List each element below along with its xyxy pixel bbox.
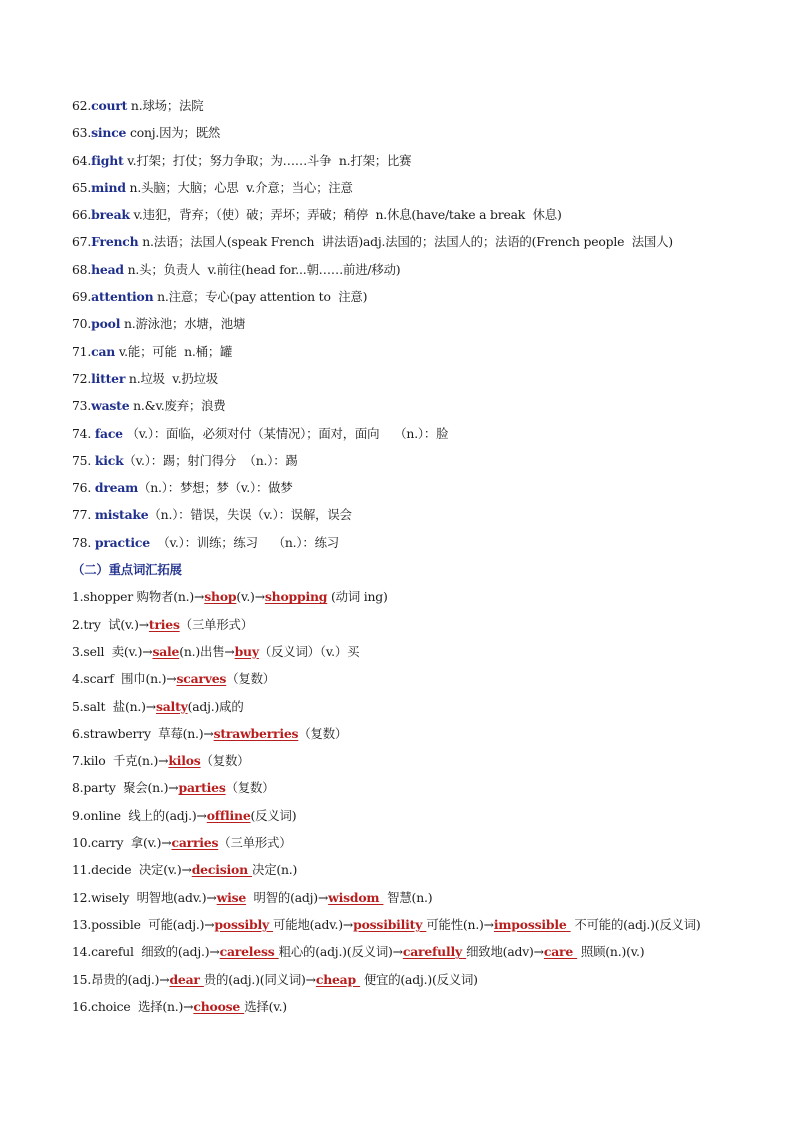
vocab-item bbox=[72, 365, 762, 392]
item-number: 76. bbox=[72, 480, 95, 496]
item-number: 70. bbox=[72, 316, 92, 332]
answer-word: possibility bbox=[353, 916, 427, 932]
answer-word: careless bbox=[219, 944, 279, 960]
vocab-item bbox=[72, 474, 762, 501]
headword: dream bbox=[94, 480, 139, 496]
answer-word: offline bbox=[206, 807, 251, 823]
headword: since bbox=[91, 125, 127, 141]
headword: litter bbox=[91, 370, 126, 386]
headword: kick bbox=[94, 452, 124, 468]
item-number: 65. bbox=[72, 179, 92, 195]
expansion-text: 13.possible 可能(adj.)→ bbox=[72, 916, 215, 932]
item-number: 68. bbox=[72, 261, 92, 277]
expansion-item bbox=[72, 774, 762, 801]
definition: （n.）：错误，失误（v.）：误解，误会 bbox=[148, 507, 352, 523]
expansion-text: （三单形式） bbox=[218, 835, 292, 851]
vocabulary-list bbox=[72, 92, 762, 556]
expansion-item bbox=[72, 747, 762, 774]
expansion-text: 4.scarf 围巾(n.)→ bbox=[72, 671, 177, 687]
item-number: 62. bbox=[72, 98, 92, 113]
item-number: 75. bbox=[72, 452, 95, 468]
item-number: 63. bbox=[72, 125, 92, 141]
expansion-text: 可能地(adv.)→ bbox=[273, 916, 354, 932]
expansion-text: 粗心的(adj.)(反义词)→ bbox=[278, 944, 403, 960]
definition: n.头脑；大脑；心思 v.介意；当心；注意 bbox=[125, 179, 353, 195]
vocab-item bbox=[72, 501, 762, 528]
headword: practice bbox=[94, 534, 150, 550]
expansion-text: 5.salt 盐(n.)→ bbox=[72, 698, 156, 714]
definition: （v.）：踢；射门得分 （n.）：踢 bbox=[123, 452, 298, 468]
headword: face bbox=[94, 425, 123, 441]
expansion-item bbox=[72, 856, 762, 883]
answer-word: tries bbox=[148, 616, 180, 632]
headword: court bbox=[91, 98, 128, 113]
vocab-item bbox=[72, 392, 762, 419]
answer-word: shopping bbox=[264, 589, 328, 605]
expansion-item bbox=[72, 911, 762, 938]
item-number: 72. bbox=[72, 370, 92, 386]
definition: （n.）：梦想；梦（v.）：做梦 bbox=[138, 480, 293, 496]
expansion-text: 可能性(n.)→ bbox=[426, 916, 494, 932]
item-number: 66. bbox=[72, 207, 92, 223]
item-number: 69. bbox=[72, 289, 92, 305]
answer-word: possibly bbox=[214, 916, 274, 932]
definition: v.打架；打仗；努力争取；为……斗争 n.打架；比赛 bbox=[123, 152, 412, 168]
expansion-text: 15.昂贵的(adj.)→ bbox=[72, 971, 170, 987]
expansion-text: 11.decide 决定(v.)→ bbox=[72, 862, 192, 878]
expansion-list bbox=[72, 583, 762, 1020]
expansion-text: 14.careful 细致的(adj.)→ bbox=[72, 944, 220, 960]
expansion-text: 7.kilo 千克(n.)→ bbox=[72, 753, 169, 769]
headword: waste bbox=[91, 398, 130, 414]
expansion-text: 贵的(adj.)(同义词)→ bbox=[203, 971, 316, 987]
expansion-text: 8.party 聚会(n.)→ bbox=[72, 780, 179, 796]
answer-word: impossible bbox=[493, 916, 571, 932]
definition: n.球场；法院 bbox=[127, 98, 204, 113]
vocab-item bbox=[72, 420, 762, 447]
headword: pool bbox=[91, 316, 121, 332]
item-number: 67. bbox=[72, 234, 92, 250]
headword: head bbox=[91, 261, 124, 277]
answer-word: parties bbox=[178, 780, 226, 796]
headword: mind bbox=[91, 179, 126, 195]
answer-word: scarves bbox=[176, 671, 227, 687]
expansion-text: (反义词) bbox=[250, 807, 297, 823]
definition: v.能；可能 n.桶；罐 bbox=[115, 343, 233, 359]
expansion-text: 明智的(adj)→ bbox=[246, 889, 329, 905]
answer-word: buy bbox=[234, 643, 259, 659]
answer-word: choose bbox=[193, 998, 245, 1014]
expansion-text: 16.choice 选择(n.)→ bbox=[72, 998, 194, 1014]
expansion-item bbox=[72, 938, 762, 965]
answer-word: wisdom bbox=[328, 889, 384, 905]
expansion-text: (n.)出售→ bbox=[179, 643, 235, 659]
item-number: 74. bbox=[72, 425, 95, 441]
headword: French bbox=[91, 234, 139, 250]
item-number: 71. bbox=[72, 343, 92, 359]
item-number: 73. bbox=[72, 398, 92, 414]
expansion-text: (v.)→ bbox=[236, 589, 265, 605]
vocab-item bbox=[72, 119, 762, 146]
expansion-item bbox=[72, 720, 762, 747]
headword: break bbox=[91, 207, 130, 223]
headword: attention bbox=[91, 289, 154, 305]
answer-word: decision bbox=[191, 862, 252, 878]
answer-word: wise bbox=[216, 889, 247, 905]
expansion-item bbox=[72, 638, 762, 665]
section-heading: （二）重点词汇拓展 bbox=[72, 562, 182, 578]
vocab-item bbox=[72, 283, 762, 310]
vocab-item bbox=[72, 228, 762, 255]
expansion-item bbox=[72, 802, 762, 829]
expansion-text: 6.strawberry 草莓(n.)→ bbox=[72, 725, 214, 741]
headword: can bbox=[91, 343, 116, 359]
expansion-item bbox=[72, 611, 762, 638]
expansion-text: 便宜的(adj.)(反义词) bbox=[360, 971, 478, 987]
headword: mistake bbox=[94, 507, 149, 523]
expansion-text: （复数） bbox=[226, 671, 275, 687]
item-number: 78. bbox=[72, 534, 95, 550]
expansion-item bbox=[72, 583, 762, 610]
answer-word: carries bbox=[171, 835, 219, 851]
expansion-text: 不可能的(adj.)(反义词) bbox=[570, 916, 701, 932]
vocab-item bbox=[72, 529, 762, 556]
item-number: 64. bbox=[72, 152, 92, 168]
expansion-text: 12.wisely 明智地(adv.)→ bbox=[72, 889, 217, 905]
answer-word: sale bbox=[152, 643, 180, 659]
expansion-item bbox=[72, 993, 762, 1020]
vocab-item bbox=[72, 310, 762, 337]
expansion-text: (动词 ing) bbox=[327, 589, 388, 605]
definition: n.游泳池；水塘，池塘 bbox=[120, 316, 246, 332]
expansion-text: 照顾(n.)(v.) bbox=[577, 944, 645, 960]
answer-word: carefully bbox=[402, 944, 467, 960]
expansion-item bbox=[72, 665, 762, 692]
definition: conj.因为；既然 bbox=[126, 125, 221, 141]
expansion-text: 细致地(adv)→ bbox=[466, 944, 544, 960]
expansion-item bbox=[72, 829, 762, 856]
expansion-text: 2.try 试(v.)→ bbox=[72, 616, 149, 632]
vocab-item bbox=[72, 147, 762, 174]
expansion-item bbox=[72, 693, 762, 720]
definition: v.违犯，背弃；（使）破；弄坏；弄破；稍停 n.休息(have/take a break 休息) bbox=[129, 207, 562, 223]
definition: n.垃圾 v.扔垃圾 bbox=[125, 370, 218, 386]
expansion-text: 9.online 线上的(adj.)→ bbox=[72, 807, 207, 823]
definition: n.头；负责人 v.前往(head for...朝……前进/移动) bbox=[123, 261, 401, 277]
expansion-text: （复数） bbox=[200, 753, 250, 769]
vocab-item bbox=[72, 201, 762, 228]
definition: n.法语；法国人(speak French 讲法语)adj.法国的；法国人的；法语的(French people 法国人) bbox=[138, 234, 673, 250]
definition: n.注意；专心(pay attention to 注意) bbox=[153, 289, 368, 305]
definition: n.&v.废弃；浪费 bbox=[129, 398, 226, 414]
expansion-text: 3.sell 卖(v.)→ bbox=[72, 643, 153, 659]
expansion-text: 10.carry 拿(v.)→ bbox=[72, 835, 172, 851]
expansion-item bbox=[72, 884, 762, 911]
answer-word: strawberries bbox=[213, 725, 299, 741]
expansion-item bbox=[72, 966, 762, 993]
expansion-text: 1.shopper 购物者(n.)→ bbox=[72, 589, 205, 605]
expansion-text: （复数） bbox=[225, 780, 275, 796]
item-number: 77. bbox=[72, 507, 95, 523]
answer-word: salty bbox=[155, 698, 188, 714]
answer-word: shop bbox=[204, 589, 237, 605]
document-page bbox=[72, 92, 762, 1020]
expansion-text: （反义词）（v.）买 bbox=[258, 643, 360, 659]
answer-word: dear bbox=[169, 971, 204, 987]
vocab-item bbox=[72, 447, 762, 474]
expansion-text: 选择(v.) bbox=[244, 998, 287, 1014]
answer-word: cheap bbox=[315, 971, 361, 987]
expansion-text: (adj.)咸的 bbox=[187, 698, 244, 714]
answer-word: care bbox=[543, 944, 578, 960]
definition: （v.）：面临，必须对付（某情况）；面对，面向 （n.）：脸 bbox=[122, 425, 449, 441]
headword: fight bbox=[91, 152, 124, 168]
expansion-text: 智慧(n.) bbox=[383, 889, 433, 905]
expansion-text: 决定(n.) bbox=[252, 862, 298, 878]
vocab-item bbox=[72, 174, 762, 201]
expansion-text: （复数） bbox=[298, 725, 348, 741]
expansion-text: （三单形式） bbox=[179, 616, 253, 632]
answer-word: kilos bbox=[168, 753, 201, 769]
definition: （v.）：训练；练习 （n.）：练习 bbox=[149, 534, 339, 550]
vocab-item bbox=[72, 92, 762, 119]
vocab-item bbox=[72, 338, 762, 365]
vocab-item bbox=[72, 256, 762, 283]
